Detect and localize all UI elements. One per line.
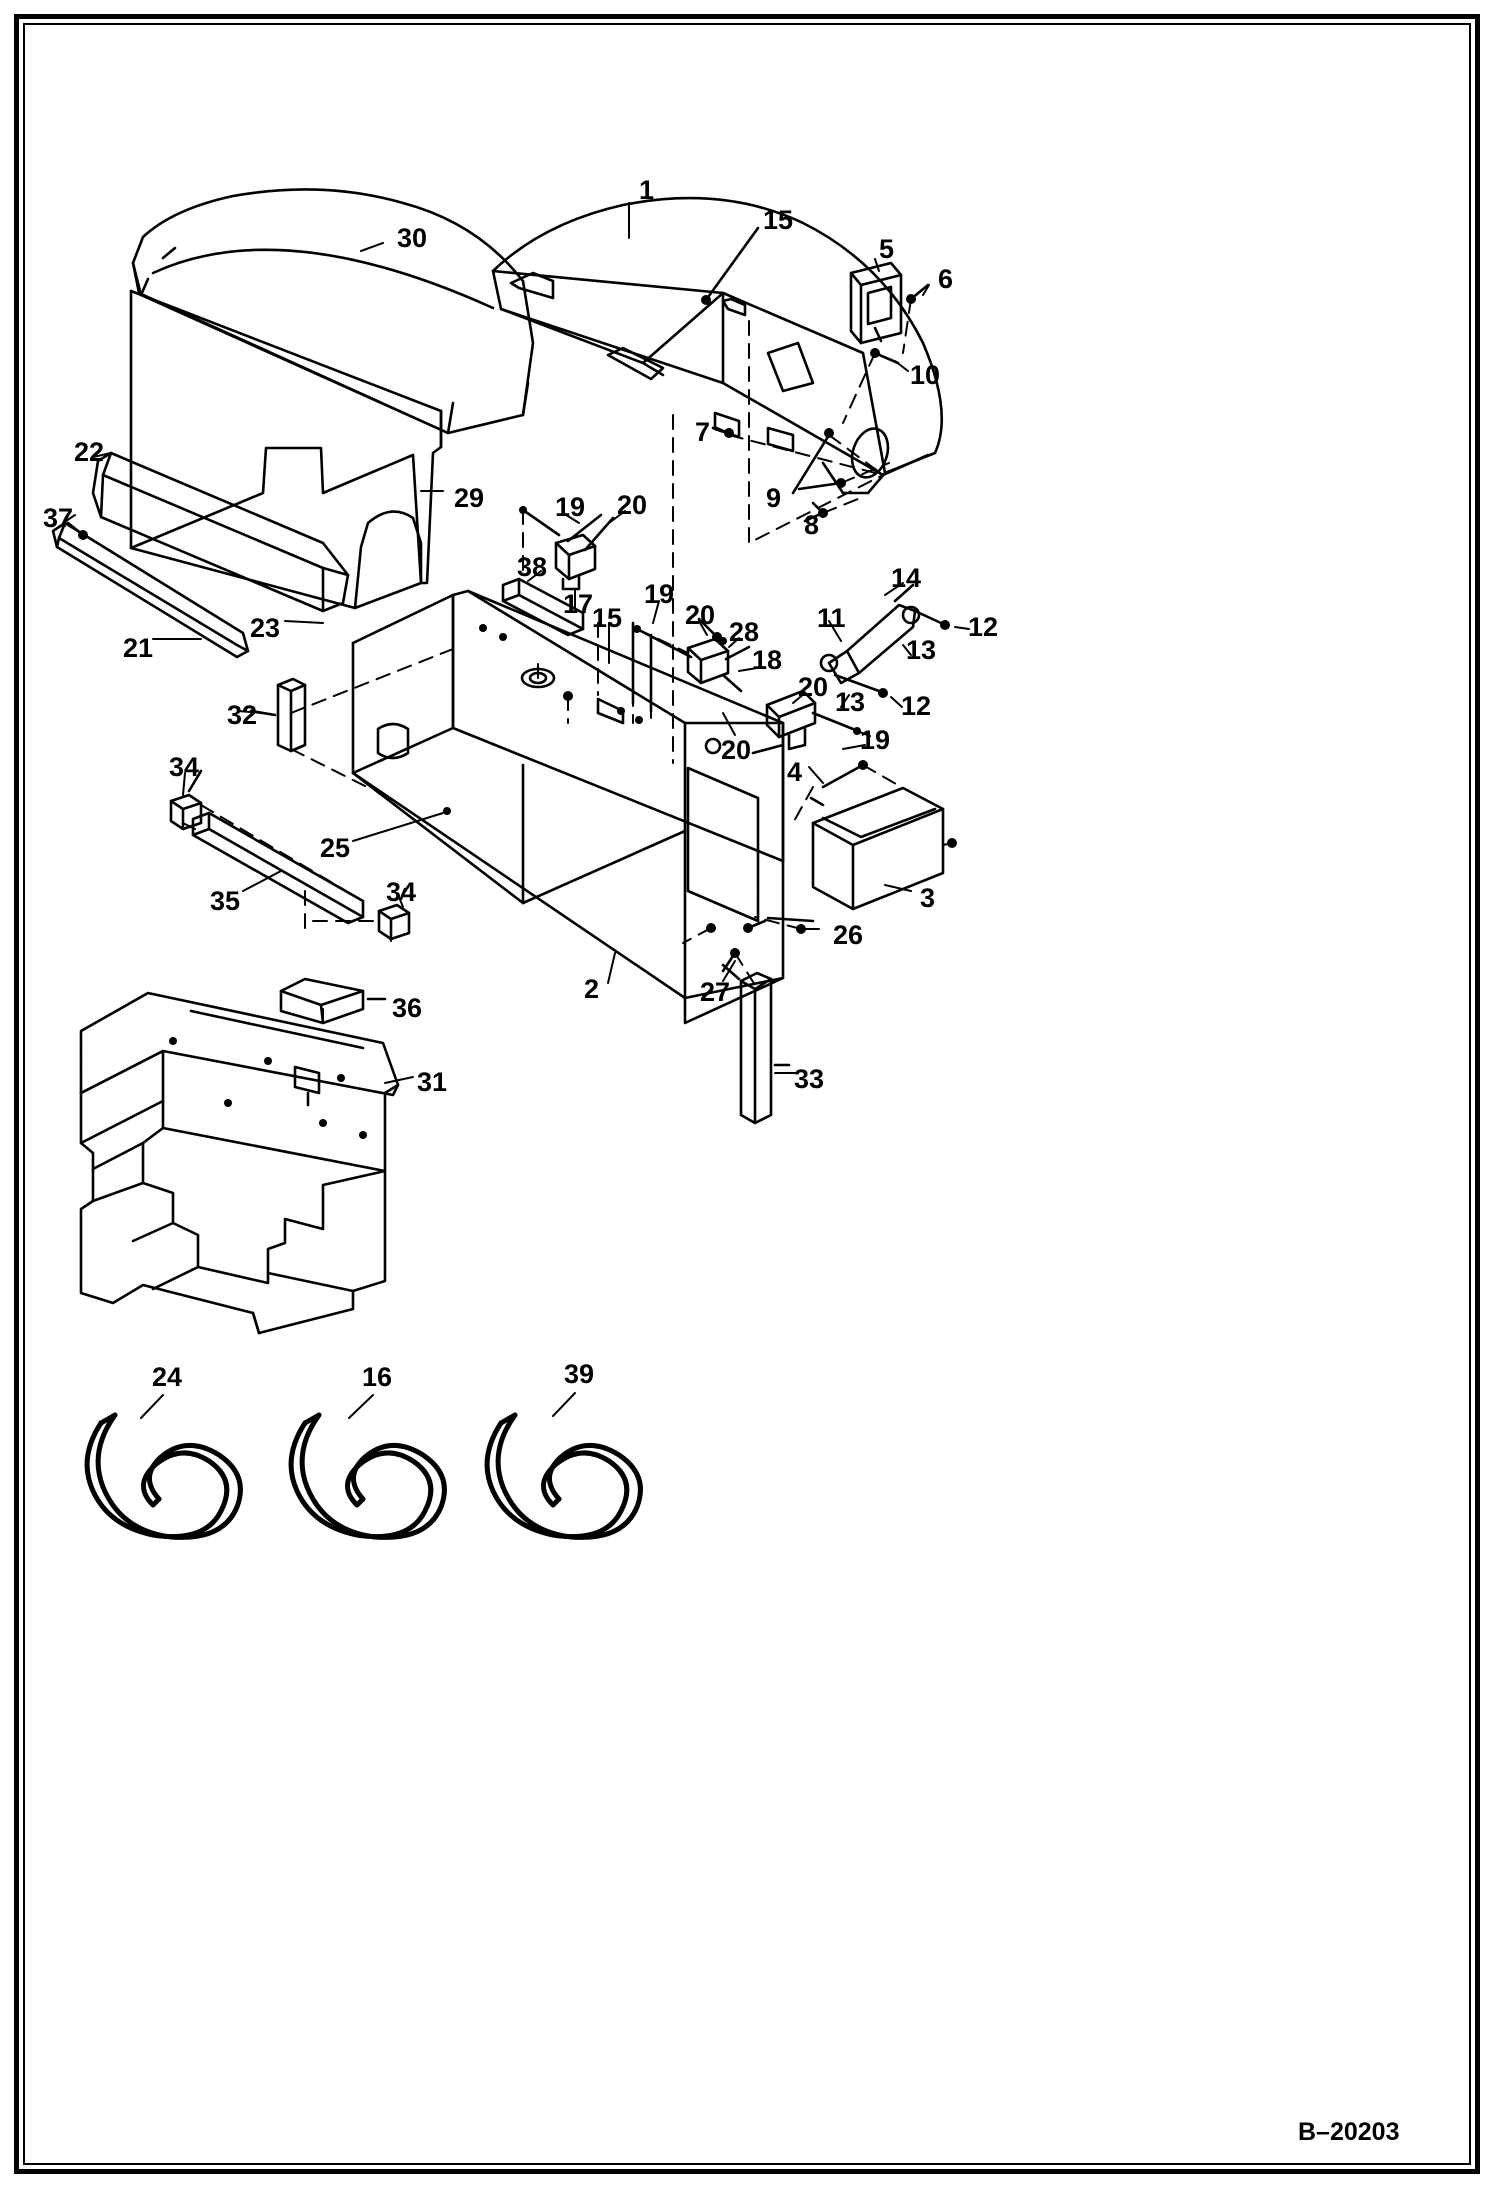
part-3-tray (811, 760, 957, 909)
callout-20a: 20 (617, 490, 648, 520)
callout-24: 24 (152, 1362, 183, 1392)
callout-2: 2 (584, 974, 600, 1004)
callout-29: 29 (454, 483, 485, 513)
callout-22: 22 (74, 437, 105, 467)
callout-12b: 12 (901, 691, 932, 721)
part-31-insulation (81, 993, 398, 1333)
callout-25: 25 (320, 833, 351, 863)
callout-11: 11 (817, 603, 846, 633)
callout-5: 5 (879, 234, 895, 264)
part-1-hood-right (493, 198, 942, 493)
part-24-hose (87, 1415, 240, 1537)
callout-20c: 20 (798, 672, 829, 702)
callout-20b: 20 (685, 600, 716, 630)
callout-17: 17 (563, 589, 594, 619)
part-34-clips (171, 771, 409, 939)
part-15-leader-top (701, 228, 758, 305)
callout-15b: 15 (592, 603, 623, 633)
callout-20d: 20 (721, 735, 752, 765)
callout-15: 15 (763, 205, 794, 235)
callout-13a: 13 (906, 635, 937, 665)
callout-9: 9 (766, 483, 782, 513)
callout-30: 30 (397, 223, 428, 253)
part-29-side-panel (131, 291, 441, 608)
callout-32: 32 (227, 700, 258, 730)
callout-28: 28 (729, 617, 760, 647)
part-36-pad (281, 979, 385, 1023)
callout-34a: 34 (169, 752, 200, 782)
callout-23: 23 (250, 613, 281, 643)
callout-39: 39 (564, 1359, 595, 1389)
callout-26: 26 (833, 920, 864, 950)
callout-10: 10 (910, 360, 941, 390)
drawing-number: B–20203 (1298, 2118, 1400, 2146)
callout-13b: 13 (835, 687, 866, 717)
callout-7: 7 (695, 417, 711, 447)
callout-3: 3 (920, 883, 936, 913)
callout-14: 14 (891, 563, 922, 593)
part-30-hood-top (133, 189, 533, 433)
callout-35: 35 (210, 886, 241, 916)
exploded-view-drawing (23, 23, 1471, 2165)
callout-19c: 19 (860, 725, 891, 755)
callout-37: 37 (43, 503, 74, 533)
callout-1: 1 (639, 175, 655, 205)
callout-16: 16 (362, 1362, 393, 1392)
callout-34b: 34 (386, 877, 417, 907)
part-5-latch-bracket (851, 263, 928, 363)
part-32-pad (251, 679, 305, 751)
callout-27: 27 (700, 977, 731, 1007)
callout-21: 21 (123, 633, 154, 663)
callout-36: 36 (392, 993, 423, 1023)
callout-19a: 19 (555, 492, 586, 522)
callout-33: 33 (794, 1064, 825, 1094)
callout-6: 6 (938, 264, 954, 294)
part-2-main-housing (353, 591, 783, 1023)
callout-18: 18 (752, 645, 783, 675)
callout-31: 31 (417, 1067, 448, 1097)
callout-12a: 12 (968, 612, 999, 642)
part-16-hose (291, 1415, 444, 1537)
callout-4: 4 (787, 757, 803, 787)
part-39-hose (487, 1415, 640, 1537)
callout-8: 8 (804, 510, 820, 540)
callout-38: 38 (517, 552, 548, 582)
callout-19b: 19 (644, 579, 675, 609)
